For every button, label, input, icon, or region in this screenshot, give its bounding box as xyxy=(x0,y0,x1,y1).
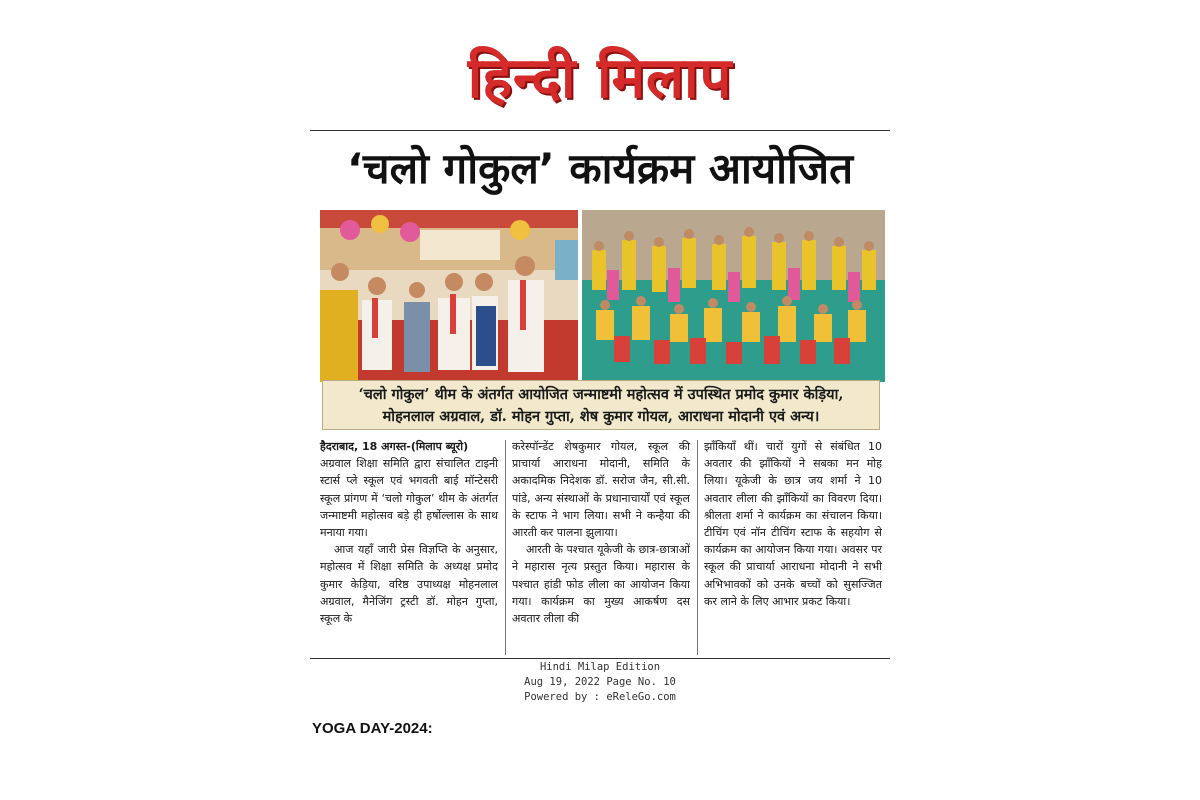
article-column-3 xyxy=(704,438,882,610)
article-dateline: हैदराबाद, 18 अगस्त-(मिलाप ब्यूरो) xyxy=(320,440,469,453)
newspaper-masthead xyxy=(310,38,890,118)
top-rule xyxy=(310,130,890,131)
column-divider-2 xyxy=(697,440,698,655)
column-1-paragraph-2: आज यहाँ जारी प्रेस विज्ञप्ति के अनुसार, महोत्सव में शिक्षा समिति के अध्यक्ष प्रमोद कुमार केड़िया, वरिष्ठ उपाध्यक्ष मोहनलाल अग्रवाल, मैनेजिंग ट्रस्टी डॉ. मोहन गुप्ता, स्कूल के xyxy=(320,543,498,626)
bottom-rule xyxy=(310,658,890,659)
column-1-paragraph-1: अग्रवाल शिक्षा समिति द्वारा संचालित टाइनी स्टार्स प्ले स्कूल एवं भगवती बाई मॉन्टेसरी स्कूल प्रांगण में ‘चलो गोकुल’ थीम के अंतर्गत जन्माष्टमी महोत्सव बड़े ही हर्षोल्लास के साथ मनाया गया। xyxy=(320,457,498,540)
column-2-paragraph-2: आरती के पश्चात यूकेजी के छात्र-छात्राओं ने महारास नृत्य प्रस्तुत किया। महारास के पश्चात हांडी फोड लीला का आयोजन किया गया। कार्यक्रम का मुख्य आकर्षण दस अवतार लीला की xyxy=(512,543,690,626)
photo-caption xyxy=(322,380,880,430)
edition-footer xyxy=(310,660,890,705)
article-headline: ‘चलो गोकुल’ कार्यक्रम आयोजित xyxy=(346,144,854,193)
section-heading: YOGA DAY-2024: xyxy=(312,720,433,737)
edition-date-page: Aug 19, 2022 Page No. 10 xyxy=(524,676,676,688)
article-column-1 xyxy=(320,438,498,627)
column-2-paragraph-1: करेस्पॉन्डेंट शेषकुमार गोयल, स्कूल की प्राचार्या आराधना मोदानी, समिति के अकादमिक निदेशक डॉ. सरोज जैन, सी.सी. पांडे, अन्य संस्थाओं के प्रधानाचार्यों एवं स्कूल के स्टाफ ने भाग लिया। सभी ने कन्हैया की आरती कर पालना झुलाया। xyxy=(512,440,690,540)
edition-powered-by: Powered by : eReleGo.com xyxy=(524,691,676,703)
photo-children-group xyxy=(582,210,885,382)
masthead-title: हिन्दी मिलाप xyxy=(467,45,733,111)
caption-line-2: मोहनलाल अग्रवाल, डॉ. मोहन गुप्ता, शेष कुमार गोयल, आराधना मोदानी एवं अन्य। xyxy=(382,408,820,425)
column-divider-1 xyxy=(505,440,506,655)
column-3-paragraph-1: झाँकियाँ थीं। चारों युगों से संबंधित 10 अवतार की झाँकियों ने सबका मन मोह लिया। यूकेजी के छात्र जय शर्मा ने 10 अवतार लीला की झाँकियों का विवरण दिया। श्रीलता शर्मा ने कार्यक्रम का संचालन किया। टीचिंग एवं नॉन टीचिंग स्टाफ के सहयोग से कार्यक्रम का आयोजन किया गया। अवसर पर स्कूल की प्राचार्या आराधना मोदानी ने सभी अभिभावकों को उनके बच्चों को सुसज्जित कर लाने के लिए आभार प्रकट किया। xyxy=(704,440,882,608)
edition-name: Hindi Milap Edition xyxy=(539,661,661,673)
article-column-2 xyxy=(512,438,690,627)
caption-line-1: ‘चलो गोकुल’ थीम के अंतर्गत आयोजित जन्माष्टमी महोत्सव में उपस्थित प्रमोद कुमार केड़िया, xyxy=(358,386,844,403)
photo-dignitaries xyxy=(320,210,578,382)
